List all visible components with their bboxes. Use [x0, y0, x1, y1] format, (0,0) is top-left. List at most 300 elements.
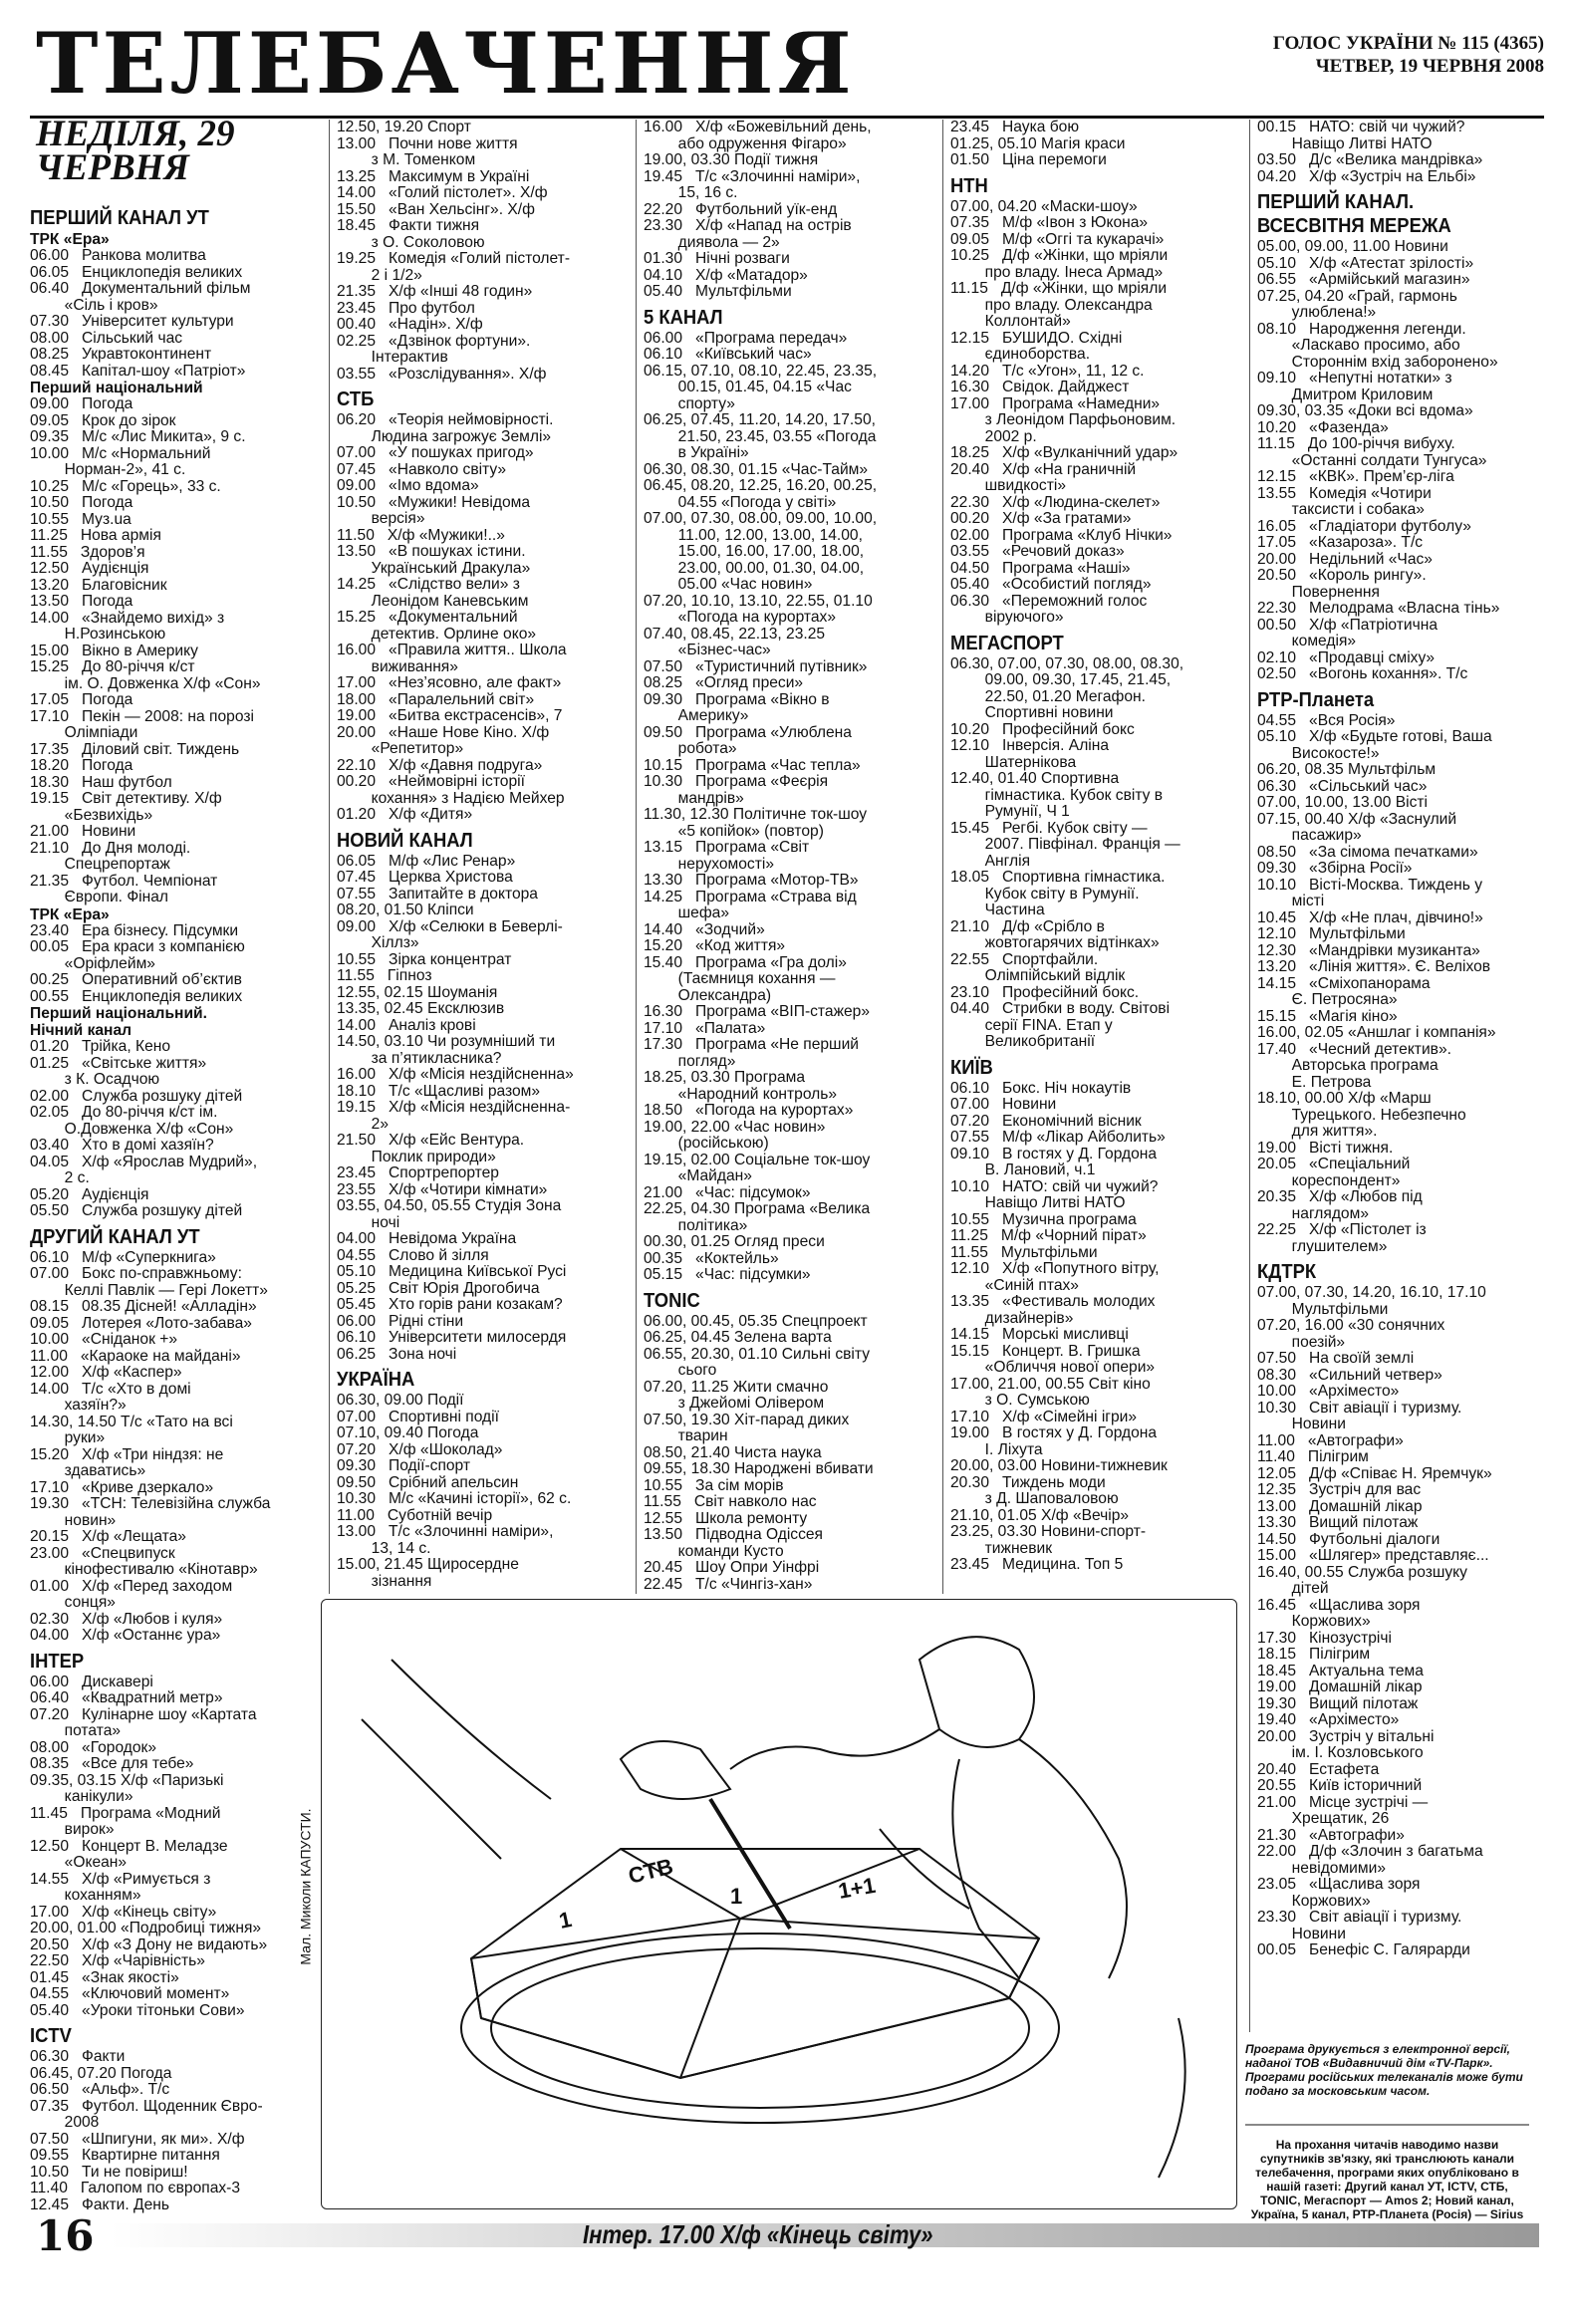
program-listing: Англія [950, 852, 1031, 870]
program-listing: 09.35, 03.15 Х/ф «Паризькі [30, 1771, 224, 1789]
program-listing: 12.35 Зустріч для вас [1257, 1481, 1422, 1498]
program-listing: Спецрепортаж [30, 856, 170, 873]
schedule-column-1 [30, 201, 329, 2213]
program-listing: 12.10 Х/ф «Попутного вітру, [950, 1260, 1160, 1277]
program-listing: гімнастика. Кубок світу в [950, 786, 1164, 804]
program-listing: 20.35 Х/ф «Любов під [1257, 1188, 1423, 1205]
program-listing: 21.10 Д/ф «Срібло в [950, 917, 1105, 935]
program-listing: 09.50 Срібний апельсин [337, 1473, 519, 1491]
channel-heading: ПЕРШИЙ КАНАЛ. [1257, 191, 1415, 213]
program-listing: 06.30 «Сільський час» [1257, 777, 1428, 795]
channel-heading: ІНТЕР [30, 1650, 85, 1673]
program-listing: швидкості» [950, 477, 1067, 494]
program-listing: 10.55 Зірка концентрат [337, 950, 512, 968]
schedule-column-4 [950, 120, 1249, 1574]
program-listing: 04.05 Х/ф «Ярослав Мудрий», [30, 1153, 258, 1170]
program-listing: 07.15, 00.40 Х/ф «Заснулий [1257, 810, 1457, 828]
program-listing: 09.00 Погода [30, 395, 133, 412]
program-listing: 06.15, 07.10, 08.10, 22.45, 23.35, [644, 362, 878, 380]
program-listing: 19.40 «Архіместо» [1257, 1711, 1400, 1728]
program-listing: за п’ятикласника? [337, 1049, 502, 1067]
program-listing: Шатернікова [950, 753, 1077, 771]
program-listing: 09.50 Програма «Улюблена [644, 723, 852, 741]
program-listing: 07.50 На своїй землі [1257, 1350, 1415, 1367]
program-listing: або одруження Фігаро» [644, 134, 847, 152]
program-listing: 06.30, 07.00, 07.30, 08.00, 08.30, [950, 654, 1184, 672]
program-listing: 2» [337, 1115, 390, 1133]
program-listing: 07.45 «Навколо світу» [337, 460, 507, 478]
program-listing: 13.30 Вищий пілотаж [1257, 1514, 1419, 1531]
program-listing: 09.55 Квартирне питання [30, 2147, 220, 2164]
program-listing: дизайнерів» [950, 1309, 1074, 1327]
program-listing: Спортивні новини [950, 704, 1114, 721]
program-listing: Поклик природи» [337, 1148, 496, 1165]
program-listing: 14.00 Т/с «Хто в домі [30, 1380, 191, 1398]
program-listing: 12.05 Д/ф «Співає Н. Яремчук» [1257, 1464, 1492, 1482]
program-listing: 01.20 Х/ф «Дитя» [337, 806, 473, 823]
program-listing: 09.30 «Збірна Росії» [1257, 860, 1413, 877]
program-listing: 10.00 «Архіместо» [1257, 1383, 1400, 1400]
program-listing: 14.40 «Зодчий» [644, 920, 765, 938]
program-listing: 2 с. [30, 1169, 90, 1186]
program-listing: 07.00 Новини [950, 1096, 1057, 1113]
program-listing: Н.Розинською [30, 626, 166, 643]
channel-heading: НТН [950, 174, 988, 197]
program-listing: 20.40 Естафета [1257, 1760, 1380, 1778]
program-listing: 09.55, 18.30 Народжені вбивати [644, 1460, 874, 1477]
program-listing: 05.40 Мультфільми [644, 283, 792, 300]
program-listing: 05.20 Аудієнція [30, 1185, 149, 1203]
program-listing: 17.00 Програма «Намедни» [950, 394, 1161, 412]
program-listing: новин» [30, 1511, 117, 1529]
channel-heading: ДРУГИЙ КАНАЛ УТ [30, 1225, 200, 1248]
program-listing: 22.30 Мелодрама «Власна тінь» [1257, 600, 1500, 617]
program-listing: 13.00 Домашній лікар [1257, 1497, 1423, 1515]
program-listing: 13.00 Почни нове життя [337, 134, 518, 152]
program-listing: «Сіль і кров» [30, 296, 158, 314]
program-listing: «Репетитор» [337, 740, 464, 757]
program-listing: Олімпійський відлік [950, 967, 1126, 984]
program-listing: 10.30 М/с «Качині історії», 62 с. [337, 1490, 572, 1507]
program-listing: 09.35 М/с «Лис Микита», 9 с. [30, 428, 246, 445]
program-listing: 21.00 «Час: підсумок» [644, 1183, 811, 1201]
channel-heading: ICTV [30, 2025, 72, 2047]
channel-heading: КДТРК [1257, 1261, 1317, 1283]
program-listing: ім. О. Довженка Х/ф «Сон» [30, 674, 261, 692]
program-listing: 10.15 Програма «Час тепла» [644, 756, 861, 774]
program-listing: Повернення [1257, 583, 1380, 601]
program-listing: 08.45 Капітал-шоу «Патріот» [30, 362, 246, 380]
program-listing: 21.00 Новини [30, 823, 136, 840]
program-listing: 23.30 Світ авіації і туризму. [1257, 1909, 1462, 1926]
program-listing: (Таємниця кохання — [644, 970, 836, 987]
program-listing: 15.00, 16.00, 17.00, 18.00, [644, 543, 865, 560]
program-listing: 21.00 Місце зустрічі — [1257, 1793, 1429, 1811]
program-listing: 17.10 Х/ф «Сімейні ігри» [950, 1408, 1138, 1425]
program-listing: 08.10 Народження легенди. [1257, 320, 1466, 338]
program-listing: 05.10 Медицина Київської Русі [337, 1263, 567, 1280]
program-listing: 17.40 «Чесний детектив». [1257, 1040, 1451, 1058]
page-footer [30, 2211, 1539, 2260]
program-listing: 13.25 Максимум в Україні [337, 167, 530, 185]
program-listing: 13.20 «Лінія життя». Є. Веліхов [1257, 958, 1491, 975]
program-listing: 10.25 Д/ф «Жінки, що мріяли [950, 247, 1169, 264]
program-listing: наглядом» [1257, 1204, 1369, 1222]
program-listing: Румунії, Ч 1 [950, 803, 1070, 820]
program-listing: 13.15 Програма «Світ [644, 839, 810, 856]
program-listing: 04.50 Програма «Наші» [950, 559, 1131, 577]
program-listing: 23.45 Медицина. Топ 5 [950, 1556, 1124, 1573]
program-listing: 03.50 Д/с «Велика мандрівка» [1257, 151, 1483, 168]
program-listing: 07.20, 16.00 «30 сонячних [1257, 1317, 1445, 1334]
program-listing: 11.00, 12.00, 13.00, 14.00, [644, 526, 863, 544]
program-listing: 06.50 «Альф». Т/с [30, 2081, 170, 2098]
program-listing: 22.10 Х/ф «Давня подруга» [337, 756, 543, 774]
channel-heading: КИЇВ [950, 1056, 993, 1079]
program-listing: 04.10 Х/ф «Матадор» [644, 266, 808, 284]
program-listing: 06.25, 07.45, 11.20, 14.20, 17.50, [644, 411, 876, 428]
channel-heading: ТОNІС [644, 1289, 700, 1312]
program-listing: 06.10 Бокс. Ніч нокаутів [950, 1079, 1132, 1097]
program-listing: Дмитром Криловим [1257, 386, 1434, 403]
program-listing: 05.10 Х/ф «Будьте готові, Ваша [1257, 728, 1492, 745]
program-listing: 07.00, 07.30, 14.20, 16.10, 17.10 [1257, 1284, 1486, 1301]
program-listing: 11.30, 12.30 Політичне ток-шоу [644, 806, 868, 823]
cake-label-1: 1 [556, 1906, 575, 1934]
program-listing: 17.00 Х/ф «Кінець світу» [30, 1903, 217, 1921]
program-listing: нерухомості» [644, 855, 775, 873]
program-listing: з О. Соколовою [337, 233, 485, 251]
program-listing: 15.25 «Документальний [337, 609, 518, 626]
program-listing: 06.20 «Теорія неймовірності. [337, 411, 554, 428]
program-listing: 06.40 Документальний фільм [30, 280, 251, 297]
program-listing: 07.30 Університет культури [30, 313, 234, 330]
program-listing: пасажир» [1257, 827, 1362, 844]
program-listing: 06.30, 09.00 Події [337, 1392, 464, 1409]
program-listing: 22.00 Д/ф «Злочин з багатьма [1257, 1843, 1483, 1860]
program-listing: з М. Томенком [337, 151, 476, 168]
program-listing: 17.00 «Нез’ясовно, але факт» [337, 674, 562, 691]
program-listing: 07.40, 08.45, 22.13, 23.25 [644, 625, 826, 643]
program-listing: 09.05 М/ф «Оггі та кукарачі» [950, 230, 1165, 248]
program-listing: 10.30 Світ авіації і туризму. [1257, 1399, 1462, 1417]
program-listing: «Народний контроль» [644, 1085, 838, 1103]
program-listing: 01.25 «Світське життя» [30, 1054, 207, 1072]
program-listing: 06.10 М/ф «Суперкнига» [30, 1248, 216, 1266]
program-listing: 10.55 За сім морів [644, 1476, 784, 1494]
program-listing: 05.25 Світ Юрія Дрогобича [337, 1279, 540, 1297]
program-listing: 18.25, 03.30 Програма [644, 1069, 806, 1086]
program-listing: Великобританії [950, 1033, 1096, 1050]
program-listing: 04.00 Х/ф «Останнє ура» [30, 1627, 221, 1644]
program-listing: 02.30 Х/ф «Любов і куля» [30, 1610, 223, 1628]
program-listing: жовтогарячих відтінках» [950, 934, 1160, 951]
program-listing: «Безвихідь» [30, 806, 153, 824]
program-listing: 13.30 Програма «Мотор-ТВ» [644, 872, 859, 889]
program-listing: 19.30 Вищий пілотаж [1257, 1694, 1419, 1712]
program-listing: 15.25 До 80-річчя к/ст [30, 658, 195, 675]
program-listing: 04.55 «Вся Росія» [1257, 711, 1396, 729]
program-listing: Частина [950, 902, 1045, 918]
program-listing: 20.00 Недільний «Час» [1257, 550, 1433, 568]
program-listing: «Ласкаво просимо, або [1257, 337, 1460, 354]
program-listing: 10.55 Муз.ua [30, 510, 131, 528]
program-listing: 22.55 Спортфайли. [950, 950, 1099, 968]
program-listing: 10.00 М/с «Нормальний [30, 444, 211, 462]
schedule-column-2 [337, 120, 636, 1590]
program-listing: 00.20 Х/ф «За гратами» [950, 510, 1132, 527]
program-listing: 07.50 «Шпигуни, як ми». Х/ф [30, 2130, 245, 2148]
program-listing: руки» [30, 1429, 106, 1446]
schedule-column-3 [644, 120, 942, 1593]
program-listing: 07.20, 10.10, 13.10, 22.55, 01.10 [644, 592, 873, 610]
program-listing: 10.20 Професійний бокс [950, 720, 1135, 738]
program-listing: 14.15 «Сміхопанорама [1257, 974, 1431, 992]
program-listing: детектив. Орлине око» [337, 625, 537, 643]
program-listing: 08.50, 21.40 Чиста наука [644, 1443, 822, 1461]
program-listing: 07.50, 19.30 Хіт-парад диких [644, 1411, 850, 1428]
program-listing: комедія» [1257, 633, 1357, 649]
program-listing: 18.10 Т/с «Щасливі разом» [337, 1082, 541, 1100]
program-listing: 07.00 Спортивні події [337, 1408, 499, 1425]
program-listing: 03.40 Хто в домі хазяїн? [30, 1137, 214, 1154]
program-listing: 13.50 «В пошуках істини. [337, 543, 526, 560]
program-listing: 15.15 «Магія кіно» [1257, 1007, 1398, 1025]
program-listing: 10.45 Х/ф «Не плач, дівчино!» [1257, 908, 1483, 926]
program-listing: 12.50, 19.20 Спорт [337, 119, 471, 135]
program-listing: 17.30 Кінозустрічі [1257, 1629, 1392, 1647]
program-listing: 12.10 Інверсія. Аліна [950, 737, 1110, 754]
program-listing: 21.50 Х/ф «Ейс Вентура. [337, 1132, 525, 1149]
program-listing: 18.50 «Погода на курортах» [644, 1102, 854, 1119]
program-listing: 00.25 Оперативний об’єктив [30, 971, 242, 988]
program-listing: 21.35 Футбол. Чемпіонат [30, 872, 218, 890]
program-listing: диявола — 2» [644, 233, 780, 251]
program-listing: 07.00, 10.00, 13.00 Вісті [1257, 794, 1428, 811]
program-listing: 20.00 «Наше Нове Кіно. Х/ф [337, 723, 550, 741]
program-listing: 15, 16 с. [644, 184, 738, 201]
program-listing: 13, 14 с. [337, 1539, 431, 1557]
program-listing: 05.15 «Час: підсумки» [644, 1266, 811, 1283]
program-listing: з Леонідом Парфьоновим. [950, 411, 1177, 428]
program-listing: 09.10 «Непутні нотатки» з [1257, 370, 1452, 387]
program-listing: 11.15 До 100-річчя вибуху. [1257, 435, 1455, 452]
program-listing: 11.40 Пілігрим [1257, 1448, 1369, 1465]
program-listing: 15.00 Вікно в Америку [30, 642, 198, 659]
program-listing: 07.25, 04.20 «Грай, гармонь [1257, 287, 1457, 305]
program-listing: 21.30 «Автографи» [1257, 1826, 1405, 1844]
channel-heading: ПЕРШИЙ КАНАЛ УТ [30, 207, 209, 229]
program-listing: 19.15 Світ детективу. Х/ф [30, 790, 222, 807]
program-listing: 10.50 «Мужики! Невідома [337, 493, 531, 511]
program-listing: глушителем» [1257, 1237, 1388, 1255]
program-listing: 00.35 «Коктейль» [644, 1249, 779, 1267]
program-listing: 19.15 Х/ф «Місія нездійсненна- [337, 1099, 571, 1116]
program-listing: спорту» [644, 394, 735, 412]
program-listing: таксисти і собака» [1257, 501, 1425, 518]
program-listing: поезій» [1257, 1333, 1346, 1351]
program-listing: 19.00 Домашній лікар [1257, 1678, 1423, 1695]
program-listing: 06.20, 08.35 Мультфільм [1257, 761, 1437, 778]
program-listing: 13.35, 02.45 Ексклюзив [337, 1000, 505, 1017]
program-listing: 21.10, 01.05 Х/ф «Вечір» [950, 1506, 1130, 1524]
program-listing: 09.00 Х/ф «Селюки в Беверлі- [337, 917, 563, 935]
satellite-note: На прохання читачів наводимо назви супутників зв'язку, які транслюють канали телебачення, програми яких опубліковано в нашій газеті: Другий канал УТ, ICTV, СТБ, TONIC, Мегаспорт — Amos 2; Новий канал, Україна, 5 канал, РТР-Планета (Росія) — Sirius [1245, 2124, 1529, 2235]
program-listing: 23.05 «Щаслива зоря [1257, 1876, 1421, 1893]
program-listing: 11.50 Х/ф «Мужики!..» [337, 526, 505, 544]
program-listing: 05.45 Хто горів рани козакам? [337, 1296, 563, 1313]
program-listing: 14.50, 03.10 Чи розумніший ти [337, 1033, 556, 1050]
cartoon-illustration [297, 1599, 1237, 2209]
program-listing: 15.40 Програма «Гра долі» [644, 953, 847, 971]
program-listing: шефа» [644, 904, 730, 921]
program-listing: 01.30 Нічні розваги [644, 250, 790, 267]
program-listing: 17.05 Погода [30, 691, 133, 708]
program-listing: 16.00, 02.05 «Аншлаг і компанія» [1257, 1024, 1496, 1041]
program-listing: 06.05 М/ф «Лис Ренар» [337, 852, 516, 870]
program-listing: 04.55 «Погода у світі» [644, 493, 837, 511]
program-listing: 09.00, 09.30, 17.45, 21.45, [950, 671, 1172, 688]
program-listing: 18.25 Х/ф «Вулканічний удар» [950, 444, 1178, 461]
channel-heading: НОВИЙ КАНАЛ [337, 829, 473, 852]
program-listing: 11.45 Програма «Модний [30, 1804, 221, 1822]
program-listing: 13.50 Погода [30, 593, 133, 610]
program-listing: 20.50 Х/ф «З Дону не видають» [30, 1936, 268, 1953]
program-listing: 23.00, 00.00, 01.30, 04.00, [644, 559, 865, 577]
program-listing: 02.00 Служба розшуку дітей [30, 1087, 243, 1105]
program-listing: 12.55, 02.15 Шоуманія [337, 983, 498, 1001]
program-listing: 00.50 Х/ф «Патріотична [1257, 616, 1438, 634]
program-listing: 10.10 Вісті-Москва. Тиждень у [1257, 876, 1483, 894]
program-listing: 07.10, 09.40 Погода [337, 1424, 479, 1441]
program-listing: 07.20, 11.25 Жити смачно [644, 1378, 829, 1396]
program-listing: 10.10 НАТО: свій чи чужий? [950, 1177, 1159, 1195]
cake-label-3: 1 [730, 1884, 743, 1909]
channel-heading: УКРАЇНА [337, 1369, 415, 1391]
program-listing: 22.50, 01.20 Мегафон. [950, 687, 1147, 705]
program-listing: 16.30 Свідок. Дайджест [950, 379, 1130, 395]
program-listing: 07.35 М/ф «Івон з Юкона» [950, 214, 1149, 231]
program-listing: 11.40 Галопом по європах-3 [30, 2180, 241, 2196]
cake-cutting-drawing [322, 1600, 1236, 2208]
program-listing: 07.20 Кулінарне шоу «Картата [30, 1705, 257, 1723]
program-listing: «Океан» [30, 1854, 128, 1871]
program-listing: 16.30 Програма «ВІП-стажер» [644, 1003, 871, 1020]
program-listing: 20.05 «Спеціальний [1257, 1156, 1411, 1172]
program-listing: зізнання [337, 1572, 432, 1590]
program-listing: 14.30, 14.50 Т/с «Тато на всі [30, 1413, 233, 1430]
program-listing: про владу. Інеса Армад» [950, 263, 1164, 281]
program-listing: 06.10 Університети милосердя [337, 1329, 567, 1346]
program-listing: Е. Петрова [1257, 1073, 1372, 1091]
source-note: Програма друкується з електронної версії, наданої ТОВ «Видавничий дім «TV-Парк». Програми російських телеканалів може бути подано за московським часом. [1245, 2042, 1523, 2098]
program-listing: 17.00, 21.00, 00.55 Світ кіно [950, 1375, 1151, 1393]
program-listing: 14.15 Морські мисливці [950, 1326, 1129, 1343]
program-listing: кореспондент» [1257, 1171, 1401, 1189]
program-listing: 12.50 Концерт В. Меладзе [30, 1837, 228, 1855]
program-listing: Європи. Фінал [30, 889, 169, 905]
program-listing: канікули» [30, 1788, 133, 1805]
program-listing: 07.35 Футбол. Щоденник Євро- [30, 2097, 263, 2115]
program-listing: Кубок світу в Румунії. [950, 885, 1140, 903]
program-listing: Келлі Павлік — Гері Локетт» [30, 1281, 268, 1299]
program-listing: невідомими» [1257, 1859, 1386, 1877]
program-listing: Навіщо Литві НАТО [1257, 134, 1433, 152]
issue-date: ЧЕТВЕР, 19 ЧЕРВНЯ 2008 [1315, 56, 1544, 77]
program-listing: 20.00, 03.00 Новини-тижневик [950, 1457, 1168, 1474]
program-listing: 09.05 Крок до зірок [30, 411, 176, 429]
program-listing: 08.50 «За сімома печатками» [1257, 843, 1478, 861]
program-listing: Коллонтай» [950, 313, 1071, 330]
program-listing: 20.15 Х/ф «Лещата» [30, 1528, 186, 1545]
program-listing: 07.50 «Туристичний путівник» [644, 657, 868, 675]
channel-heading: СТБ [337, 388, 375, 410]
program-listing: 11.00 «Караоке на майдані» [30, 1347, 241, 1365]
program-listing: «5 копійок» (повтор) [644, 822, 824, 840]
program-listing: 19.00, 22.00 «Час новин» [644, 1118, 826, 1136]
program-listing: 18.45 Актуальна тема [1257, 1662, 1424, 1679]
program-listing: 02.05 До 80-річчя к/ст ім. [30, 1104, 218, 1121]
program-listing: 15.50 «Ван Хельсінг». Х/ф [337, 200, 535, 218]
program-listing: 01.00 Х/ф «Перед заходом [30, 1577, 233, 1595]
program-listing: робота» [644, 740, 737, 757]
program-listing: 22.25, 04.30 Програма «Велика [644, 1200, 871, 1217]
program-listing: вирок» [30, 1821, 115, 1838]
program-listing: 02.50 «Вогонь кохання». Т/с [1257, 665, 1468, 682]
program-listing: 20.55 Київ історичний [1257, 1777, 1423, 1794]
program-listing: з К. Осадчою [30, 1071, 160, 1088]
program-listing: 22.50 Х/ф «Чарівність» [30, 1952, 205, 1969]
program-listing: 14.50 Футбольні діалоги [1257, 1530, 1440, 1548]
program-listing: 07.00 «У пошуках пригод» [337, 444, 534, 461]
program-listing: 12.50 Аудієнція [30, 560, 149, 577]
program-listing: 12.15 БУШИДО. Східні [950, 329, 1123, 347]
program-listing: 15.00 «Шлягер» представляє... [1257, 1547, 1489, 1564]
program-listing: 13.20 Благовісник [30, 576, 167, 594]
program-listing: «Погода на курортах» [644, 609, 837, 626]
program-listing: 18.20 Погода [30, 757, 133, 774]
program-listing: 00.05 Бенефіс С. Галярарди [1257, 1941, 1470, 1958]
program-listing: 06.00 Рідні стіни [337, 1312, 464, 1330]
program-listing: 08.15 08.35 Дісней! «Алладін» [30, 1298, 257, 1315]
program-listing: 17.35 Діловий світ. Тиждень [30, 740, 240, 758]
program-listing: 10.30 Програма «Феєрія [644, 773, 829, 790]
program-listing: команди Кусто [644, 1542, 784, 1560]
program-listing: Америку» [644, 707, 749, 724]
program-listing: 06.30 Факти [30, 2048, 126, 2065]
program-listing: 08.20, 01.50 Кліпси [337, 902, 474, 918]
program-listing: 19.00 В гостях у Д. Гордона [950, 1424, 1158, 1441]
program-listing: 07.00 Бокс по-справжньому: [30, 1265, 242, 1282]
channel-subheading: Перший національний [30, 380, 203, 396]
program-listing: дітей [1257, 1580, 1329, 1597]
program-listing: 20.00 Зустріч у вітальні [1257, 1727, 1435, 1745]
program-listing: 15.00, 21.45 Щиросердне [337, 1556, 519, 1573]
program-listing: 16.45 «Щаслива зоря [1257, 1596, 1421, 1614]
program-listing: 11.25 Нова армія [30, 527, 161, 544]
issue-info [1273, 32, 1544, 78]
channel-heading: МЕГАСПОРТ [950, 632, 1064, 654]
program-listing: 06.25, 04.45 Зелена варта [644, 1329, 832, 1346]
program-listing: Людина загрожує Землі» [337, 427, 552, 445]
program-listing: 13.35 «Фестиваль молодих [950, 1293, 1156, 1310]
program-listing: 09.10 В гостях у Д. Гордона [950, 1145, 1158, 1162]
program-listing: 19.15, 02.00 Соціальне ток-шоу [644, 1151, 871, 1168]
program-listing: 11.55 Світ навколо нас [644, 1493, 817, 1510]
program-listing: Новини [1257, 1925, 1346, 1942]
program-listing: 16.00 Х/ф «Божевільний день, [644, 119, 872, 135]
program-listing: «Майдан» [644, 1167, 752, 1184]
